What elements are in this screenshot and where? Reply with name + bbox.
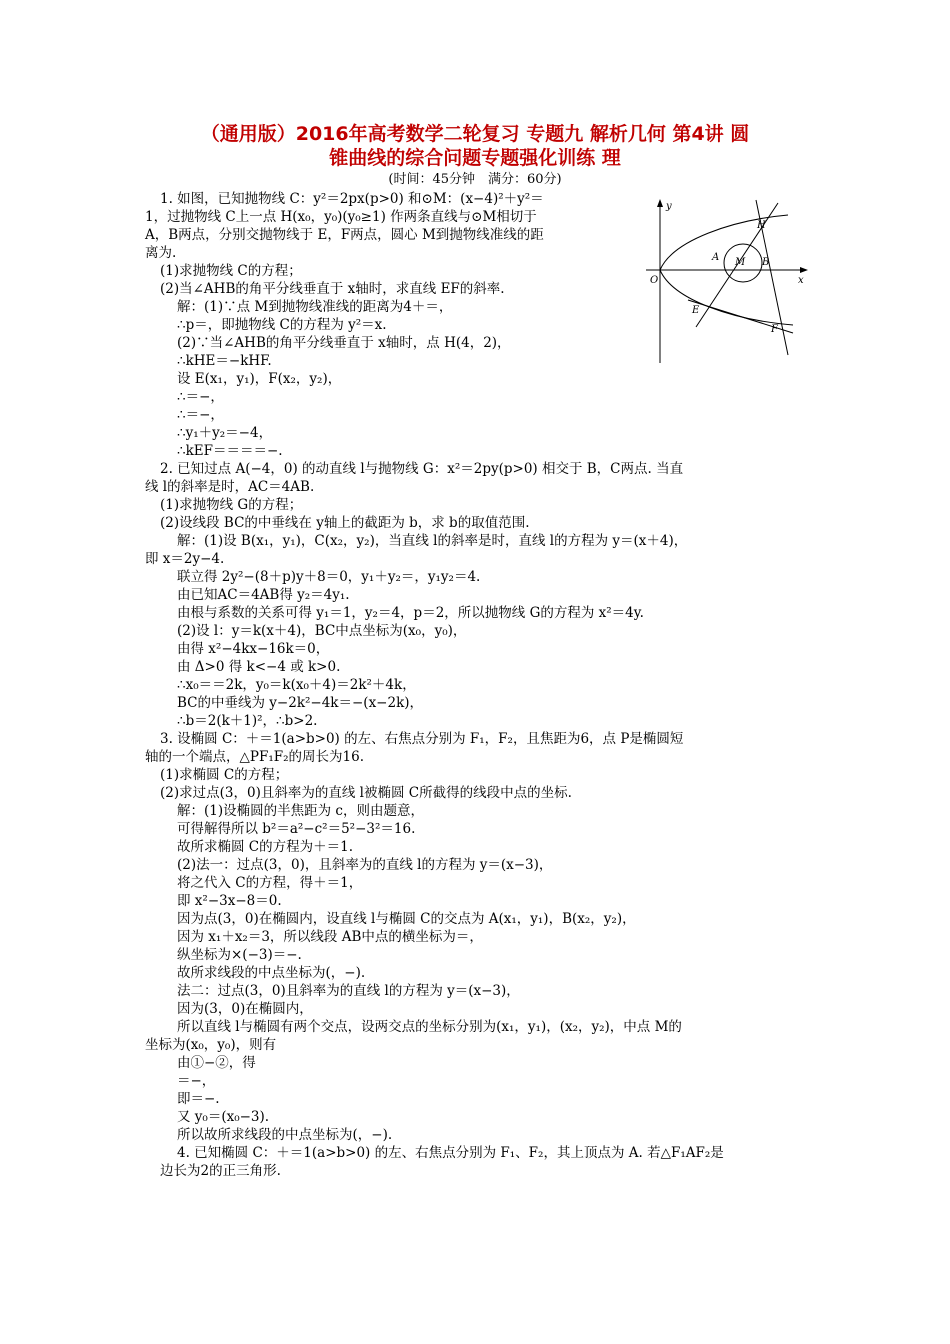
- text-line: 所以故所求线段的中点坐标为(，−).: [177, 1127, 393, 1143]
- text-line: 由①−②，得: [177, 1055, 256, 1071]
- text-line: 由 Δ>0 得 k<−4 或 k>0.: [177, 659, 341, 675]
- text-line: 3. 设椭圆 C：＋＝1(a>b>0) 的左、右焦点分别为 F₁，F₂，且焦距为6，点 P是椭圆短: [160, 731, 684, 747]
- text-line: 即 x＝2y−4.: [145, 551, 225, 567]
- label-o: O: [650, 275, 659, 286]
- text-line: 可得解得所以 b²＝a²−c²＝5²−3²＝16.: [177, 821, 416, 837]
- label-y: y: [666, 201, 672, 212]
- label-e: E: [692, 305, 700, 316]
- text-line: 因为点(3，0)在椭圆内，设直线 l与椭圆 C的交点为 A(x₁，y₁)，B(x₂，y₂)，: [177, 911, 636, 927]
- text-line: 1. 如图，已知抛物线 C：y²＝2px(p>0) 和⊙M：(x−4)²＋y²＝: [160, 191, 544, 207]
- text-line: ∴x₀＝＝2k，y₀＝k(x₀＋4)＝2k²＋4k，: [177, 677, 416, 693]
- text-line: A，B两点，分别交抛物线于 E，F两点，圆心 M到抛物线准线的距: [145, 227, 544, 243]
- text-line: 边长为2的正三角形.: [160, 1163, 281, 1179]
- text-line: ∴＝−，: [177, 389, 224, 405]
- text-line: 即＝−.: [177, 1091, 220, 1107]
- text-line: 联立得 2y²−(8＋p)y＋8＝0，y₁＋y₂＝，y₁y₂＝4.: [177, 569, 481, 585]
- text-line: BC的中垂线为 y−2k²−4k＝−(x−2k)，: [177, 695, 424, 711]
- x-axis-arrow: [800, 267, 808, 273]
- text-line: 故所求椭圆 C的方程为＋＝1.: [177, 839, 354, 855]
- text-line: 纵坐标为×(−3)＝−.: [177, 947, 302, 963]
- text-line: 解：(1)设 B(x₁，y₁)，C(x₂，y₂)，当直线 l的斜率是时，直线 l的方程为 y＝(x＋4)，: [177, 533, 688, 549]
- label-m: M: [735, 257, 746, 268]
- text-line: (2)法一：过点(3，0)，且斜率为的直线 l的方程为 y＝(x−3)，: [177, 857, 553, 873]
- title-line-2: 锥曲线的综合问题专题强化训练 理: [329, 147, 621, 169]
- parabola-circle-figure: [638, 195, 813, 365]
- label-f: F: [771, 324, 778, 335]
- text-line: ∴＝−，: [177, 407, 224, 423]
- text-line: ∴b＝2(k＋1)²，∴b>2.: [177, 713, 318, 729]
- text-line: 1，过抛物线 C上一点 H(x₀，y₀)(y₀≥1) 作两条直线与⊙M相切于: [145, 209, 537, 225]
- text-line: 解：(1)设椭圆的半焦距为 c，则由题意，: [177, 803, 424, 819]
- text-line: 由得 x²−4kx−16k＝0，: [177, 641, 330, 657]
- text-line: ∴kEF＝＝＝＝−.: [177, 443, 283, 459]
- text-line: (2)设 l：y＝k(x＋4)，BC中点坐标为(x₀，y₀)，: [177, 623, 467, 639]
- label-a: A: [712, 252, 720, 263]
- y-axis-arrow: [657, 199, 663, 207]
- text-line: 设 E(x₁，y₁)，F(x₂，y₂)，: [177, 371, 342, 387]
- text-line: 因为(3，0)在椭圆内，: [177, 1001, 313, 1017]
- text-line: 线 l的斜率是时，AC＝4AB.: [145, 479, 315, 495]
- text-line: ∴kHE＝−kHF.: [177, 353, 272, 369]
- label-h: H: [757, 220, 766, 231]
- text-line: (2)求过点(3，0)且斜率为的直线 l被椭圆 C所截得的线段中点的坐标.: [160, 785, 572, 801]
- text-line: (2)当∠AHB的角平分线垂直于 x轴时，求直线 EF的斜率.: [160, 281, 505, 297]
- title-line-1: （通用版）2016年高考数学二轮复习 专题九 解析几何 第4讲 圆: [200, 123, 750, 145]
- text-line: 由已知AC＝4AB得 y₂＝4y₁.: [177, 587, 350, 603]
- text-line: (1)求抛物线 G的方程；: [160, 497, 303, 513]
- text-line: ∴p＝，即抛物线 C的方程为 y²＝x.: [177, 317, 387, 333]
- text-line: ＝−，: [177, 1073, 216, 1089]
- text-line: (2)设线段 BC的中垂线在 y轴上的截距为 b，求 b的取值范围.: [160, 515, 530, 531]
- text-line: (1)求椭圆 C的方程；: [160, 767, 289, 783]
- text-line: 轴的一个端点，△PF₁F₂的周长为16.: [145, 749, 364, 765]
- document-title: [130, 122, 820, 170]
- text-line: (1)求抛物线 C的方程；: [160, 263, 302, 279]
- label-b: B: [762, 257, 770, 268]
- text-line: 因为 x₁＋x₂＝3，所以线段 AB中点的横坐标为＝，: [177, 929, 483, 945]
- text-line: 离为.: [145, 245, 177, 261]
- text-line: 又 y₀＝(x₀−3).: [177, 1109, 270, 1125]
- text-line: 故所求线段的中点坐标为(，−).: [177, 965, 366, 981]
- time-score-note: (时间：45分钟 满分：60分): [388, 172, 562, 187]
- text-line: 解：(1)∵点 M到抛物线准线的距离为4＋＝，: [177, 299, 453, 315]
- text-line: 即 x²−3x−8＝0.: [177, 893, 282, 909]
- text-line: 法二：过点(3，0)且斜率为的直线 l的方程为 y＝(x−3)，: [177, 983, 520, 999]
- label-x: x: [798, 275, 804, 286]
- text-line: 4. 已知椭圆 C：＋＝1(a>b>0) 的左、右焦点分别为 F₁、F₂，其上顶点为 A. 若△F₁AF₂是: [177, 1145, 724, 1161]
- text-line: 由根与系数的关系可得 y₁＝1，y₂＝4，p＝2，所以抛物线 G的方程为 x²＝4y.: [177, 605, 644, 621]
- text-line: (2)∵当∠AHB的角平分线垂直于 x轴时，点 H(4，2)，: [177, 335, 511, 351]
- text-line: 坐标为(x₀，y₀)，则有: [145, 1037, 277, 1053]
- text-line: 2. 已知过点 A(−4，0) 的动直线 l与抛物线 G：x²＝2py(p>0) 相交于 B，C两点. 当直: [160, 461, 684, 477]
- text-line: ∴y₁＋y₂＝−4，: [177, 425, 273, 441]
- text-line: 所以直线 l与椭圆有两个交点，设两交点的坐标分别为(x₁，y₁)，(x₂，y₂)，中点 M的: [177, 1019, 682, 1035]
- text-line: 将之代入 C的方程，得＋＝1，: [177, 875, 363, 891]
